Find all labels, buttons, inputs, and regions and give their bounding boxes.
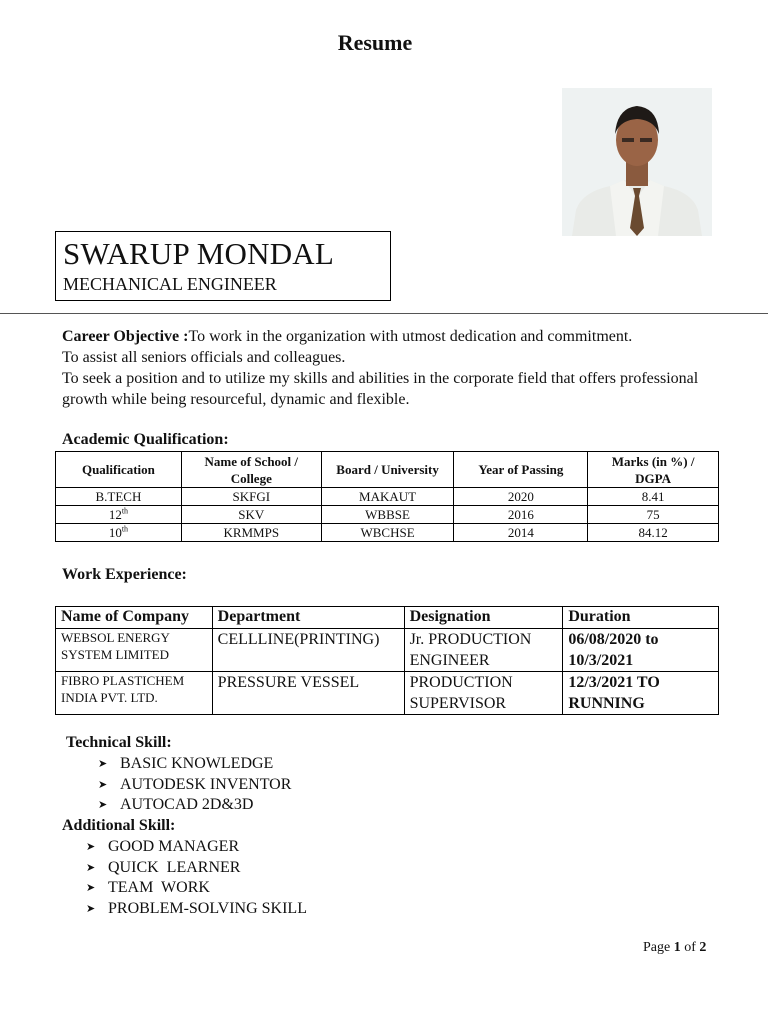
header-divider — [0, 313, 768, 314]
school-cell: KRMMPS — [181, 524, 321, 542]
arrowhead-bullet-icon: ➤ — [98, 778, 108, 791]
school-cell: SKFGI — [181, 488, 321, 506]
duration-cell: 06/08/2020 to 10/3/2021 — [563, 629, 719, 672]
designation-cell: Jr. PRODUCTION ENGINEER — [404, 629, 563, 672]
qualification-cell: 10th — [56, 524, 182, 542]
arrowhead-bullet-icon: ➤ — [98, 799, 108, 812]
arrowhead-bullet-icon: ➤ — [86, 882, 96, 895]
list-item: ➤ AUTODESK INVENTOR — [98, 775, 291, 796]
arrowhead-bullet-icon: ➤ — [86, 841, 96, 853]
school-cell: SKV — [181, 506, 321, 524]
additional-heading: Additional Skill: — [62, 817, 176, 834]
document-title: Resume — [337, 30, 413, 55]
page-number: Page 1 of 2 — [643, 940, 707, 955]
duration-cell: 12/3/2021 TO RUNNING — [563, 672, 719, 715]
table-row — [56, 506, 719, 524]
objective-line-2: To assist all seniors officials and colleagues. — [62, 349, 346, 366]
academic-header-row — [56, 452, 719, 488]
list-item: ➤ GOOD MANAGER — [86, 837, 307, 858]
company-cell: WEBSOL ENERGY SYSTEM LIMITED — [56, 629, 213, 672]
table-row — [56, 629, 719, 672]
list-item: ➤ AUTOCAD 2D&3D — [98, 795, 291, 816]
year-cell: 2020 — [454, 488, 588, 506]
qualification-cell: 12th — [56, 506, 182, 524]
list-item: ➤ QUICK LEARNER — [86, 858, 307, 879]
marks-cell: 75 — [588, 506, 719, 524]
marks-cell: 84.12 — [588, 524, 719, 542]
year-cell: 2014 — [454, 524, 588, 542]
arrowhead-bullet-icon: ➤ — [86, 861, 96, 874]
designation-cell: PRODUCTION SUPERVISOR — [404, 672, 563, 715]
list-item: ➤ BASIC KNOWLEDGE — [98, 754, 291, 775]
objective-line-1: To work in the organization with utmost dedication and commitment. — [188, 328, 633, 345]
objective-line-3: To seek a position and to utilize my skills and abilities in the corporate field that offers professional growth while being resourceful, dynamic and flexible. — [62, 370, 699, 408]
table-row — [56, 524, 719, 542]
technical-heading: Technical Skill: — [66, 734, 172, 751]
marks-cell: 8.41 — [588, 488, 719, 506]
board-cell: WBBSE — [321, 506, 454, 524]
academic-col-board: Board / University — [321, 452, 454, 488]
work-header-row — [56, 607, 719, 629]
technical-skill-list — [98, 754, 291, 816]
work-heading: Work Experience: — [62, 566, 187, 583]
table-row — [56, 488, 719, 506]
candidate-name: SWARUP MONDAL — [63, 236, 335, 271]
board-cell: WBCHSE — [321, 524, 454, 542]
academic-col-school: Name of School / College — [181, 452, 321, 488]
work-col-company: Name of Company — [56, 607, 213, 629]
additional-skill-list — [86, 837, 307, 920]
arrowhead-bullet-icon: ➤ — [98, 758, 108, 770]
name-box — [55, 231, 391, 301]
career-objective — [62, 326, 722, 410]
work-col-designation: Designation — [404, 607, 563, 629]
table-row — [56, 672, 719, 715]
objective-label: Career Objective : — [62, 328, 189, 345]
academic-col-qualification: Qualification — [56, 452, 182, 488]
company-cell: FIBRO PLASTICHEM INDIA PVT. LTD. — [56, 672, 213, 715]
department-cell: PRESSURE VESSEL — [212, 672, 404, 715]
academic-heading: Academic Qualification: — [62, 431, 229, 448]
work-col-duration: Duration — [563, 607, 719, 629]
department-cell: CELLLINE(PRINTING) — [212, 629, 404, 672]
arrowhead-bullet-icon: ➤ — [86, 903, 96, 916]
board-cell: MAKAUT — [321, 488, 454, 506]
qualification-cell: B.TECH — [56, 488, 182, 506]
academic-col-year: Year of Passing — [454, 452, 588, 488]
academic-table — [55, 451, 719, 542]
work-table — [55, 606, 719, 715]
profile-photo — [562, 88, 712, 236]
year-cell: 2016 — [454, 506, 588, 524]
list-item: ➤ PROBLEM-SOLVING SKILL — [86, 899, 307, 920]
work-col-department: Department — [212, 607, 404, 629]
profile-photo-image — [562, 88, 712, 236]
candidate-role: MECHANICAL ENGINEER — [63, 274, 277, 294]
list-item: ➤ TEAM WORK — [86, 878, 307, 899]
academic-col-marks: Marks (in %) / DGPA — [588, 452, 719, 488]
